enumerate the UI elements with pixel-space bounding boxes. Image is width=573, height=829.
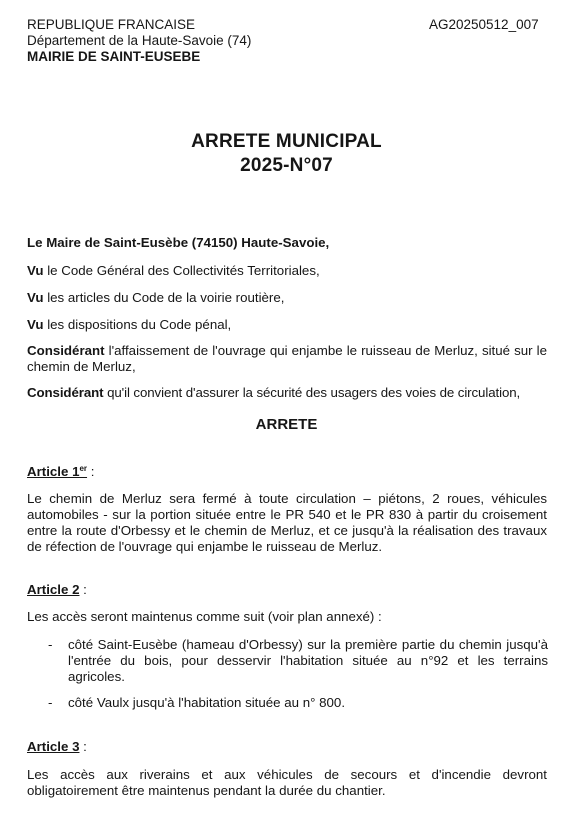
considerant-text: l'affaissement de l'ouvrage qui enjambe le ruisseau de Merluz, situé sur le chemin de Merluz, bbox=[27, 343, 547, 374]
maire-statement: Le Maire de Saint-Eusèbe (74150) Haute-Savoie, bbox=[27, 235, 330, 250]
article-2-intro: Les accès seront maintenus comme suit (voir plan annexé) : bbox=[27, 609, 382, 624]
bullet-marker: - bbox=[48, 637, 53, 652]
article-3-text: Les accès aux riverains et aux véhicules de secours et d'incendie devront obligatoirement être maintenus pendant la durée du chantier. bbox=[27, 767, 547, 798]
considerant-keyword: Considérant bbox=[27, 385, 104, 400]
article-1-heading: Article 1er : bbox=[27, 464, 95, 479]
document-number: 2025-N°07 bbox=[240, 155, 333, 176]
article-3-heading: Article 3 : bbox=[27, 739, 87, 754]
vu-keyword: Vu bbox=[27, 290, 44, 305]
republic-line: REPUBLIQUE FRANCAISE bbox=[27, 17, 196, 32]
considerant-1 bbox=[27, 343, 547, 375]
article-2-bullet-1: côté Saint-Eusèbe (hameau d'Orbessy) sur la première partie du chemin jusqu'à l'entrée du bois, pour desservir l'habitation située au n°92 et les terrains agricoles. bbox=[68, 637, 548, 684]
vu-text: les articles du Code de la voirie routière, bbox=[43, 290, 285, 305]
vu-line-3 bbox=[27, 317, 547, 333]
vu-keyword: Vu bbox=[27, 263, 44, 278]
article-1-text: Le chemin de Merluz sera fermé à toute circulation – piétons, 2 roues, véhicules automobiles - sur la portion située entre le PR 540 et le PR 830 à partir du croisement entre la route d'Orbessy et le chemin de Merluz, et ce jusqu'à la réalisation des travaux de réfection de l'ouvrage qui enjambe le ruisseau de Merluz. bbox=[27, 491, 547, 554]
vu-keyword: Vu bbox=[27, 317, 44, 332]
vu-line-2 bbox=[27, 290, 547, 306]
arrete-heading: ARRETE bbox=[255, 416, 318, 433]
department-line: Département de la Haute-Savoie (74) bbox=[27, 33, 252, 48]
bullet-marker: - bbox=[48, 695, 53, 710]
document-reference: AG20250512_007 bbox=[429, 17, 539, 32]
considerant-text: qu'il convient d'assurer la sécurité des usagers des voies de circulation, bbox=[103, 385, 521, 400]
vu-text: les dispositions du Code pénal, bbox=[43, 317, 232, 332]
article-2-heading: Article 2 : bbox=[27, 582, 87, 597]
considerant-2 bbox=[27, 385, 547, 401]
article-2-bullet-2: côté Vaulx jusqu'à l'habitation située au n° 800. bbox=[68, 695, 346, 710]
mairie-line: MAIRIE DE SAINT-EUSEBE bbox=[27, 49, 201, 64]
vu-text: le Code Général des Collectivités Territoriales, bbox=[43, 263, 320, 278]
article-label: Article 1er bbox=[27, 464, 88, 479]
article-label: Article 3 bbox=[27, 739, 80, 754]
issuer-block bbox=[27, 17, 251, 65]
article-label: Article 2 bbox=[27, 582, 80, 597]
considerant-keyword: Considérant bbox=[27, 343, 105, 358]
document-title: ARRETE MUNICIPAL bbox=[191, 131, 382, 152]
vu-line-1 bbox=[27, 263, 547, 279]
